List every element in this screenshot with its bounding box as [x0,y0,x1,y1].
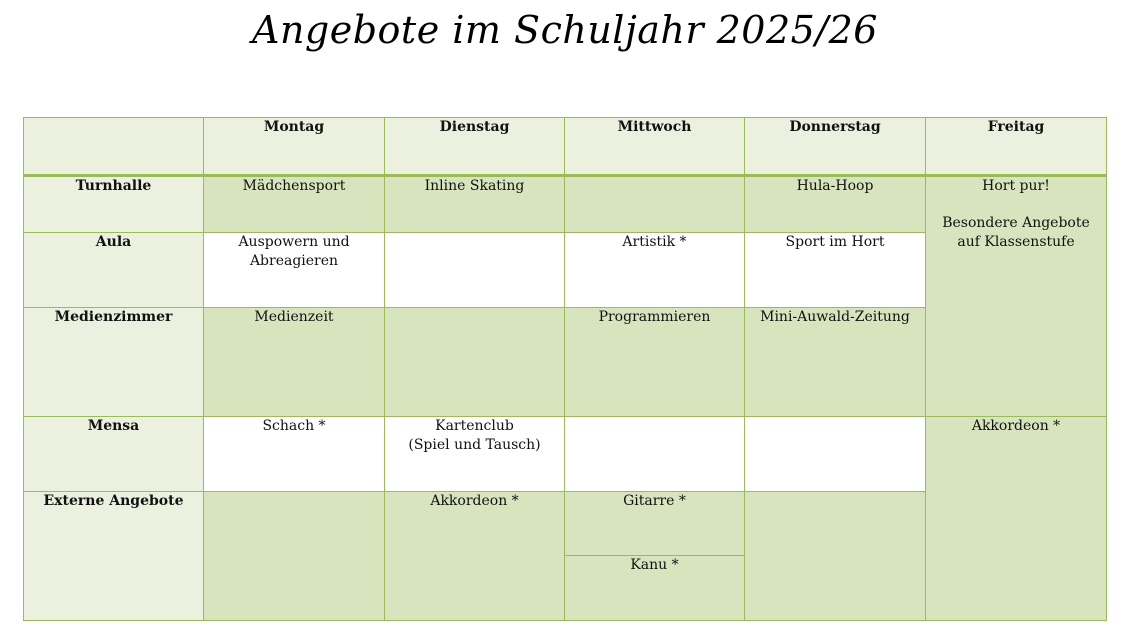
cell-medienzimmer-dienstag [385,308,565,417]
room-aula: Aula [24,233,204,308]
cell-medienzimmer-mittwoch: Programmieren [565,308,745,417]
cell-extern-montag [204,492,385,621]
cell-aula-montag [204,233,385,308]
cell-extern-donnerstag [745,492,926,621]
cell-medienzimmer-montag: Medienzeit [204,308,385,417]
cell-mensa-mittwoch [565,417,745,492]
cell-mensa-freitag: Akkordeon * [926,417,1107,621]
cell-aula-dienstag [385,233,565,308]
schedule-table [23,117,1107,621]
day-header-mittwoch: Mittwoch [565,118,745,176]
day-header-dienstag: Dienstag [385,118,565,176]
cell-aula-donnerstag: Sport im Hort [745,233,926,308]
aula-montag-line-1: Auspowern und [238,234,350,250]
cell-turnhalle-montag: Mädchensport [204,176,385,233]
room-mensa: Mensa [24,417,204,492]
mensa-dienstag-line-2: (Spiel und Tausch) [408,437,541,453]
cell-aula-mittwoch: Artistik * [565,233,745,308]
cell-mensa-dienstag [385,417,565,492]
cell-extern-mittwoch-gitarre: Gitarre * [565,492,745,556]
cell-turnhalle-mittwoch [565,176,745,233]
room-turnhalle: Turnhalle [24,176,204,233]
freitag-line-1: Hort pur! [982,178,1050,194]
room-externe-angebote: Externe Angebote [24,492,204,621]
cell-freitag-hort-pur [926,176,1107,417]
mensa-dienstag-line-1: Kartenclub [435,418,514,434]
cell-medienzimmer-donnerstag: Mini-Auwald-Zeitung [745,308,926,417]
freitag-line-3: auf Klassenstufe [957,234,1075,250]
row-turnhalle [24,176,1107,233]
day-header-donnerstag: Donnerstag [745,118,926,176]
row-mensa [24,417,1107,492]
cell-mensa-donnerstag [745,417,926,492]
aula-montag-line-2: Abreagieren [249,253,339,269]
freitag-line-2: Besondere Angebote [942,215,1090,231]
cell-mensa-montag: Schach * [204,417,385,492]
day-header-freitag: Freitag [926,118,1107,176]
cell-extern-mittwoch-kanu: Kanu * [565,556,745,621]
cell-turnhalle-donnerstag: Hula-Hoop [745,176,926,233]
corner-cell [24,118,204,176]
cell-extern-dienstag: Akkordeon * [385,492,565,621]
room-medienzimmer: Medienzimmer [24,308,204,417]
cell-turnhalle-dienstag: Inline Skating [385,176,565,233]
header-row [24,118,1107,176]
page-title: Angebote im Schuljahr 2025/26 [252,8,878,52]
day-header-montag: Montag [204,118,385,176]
